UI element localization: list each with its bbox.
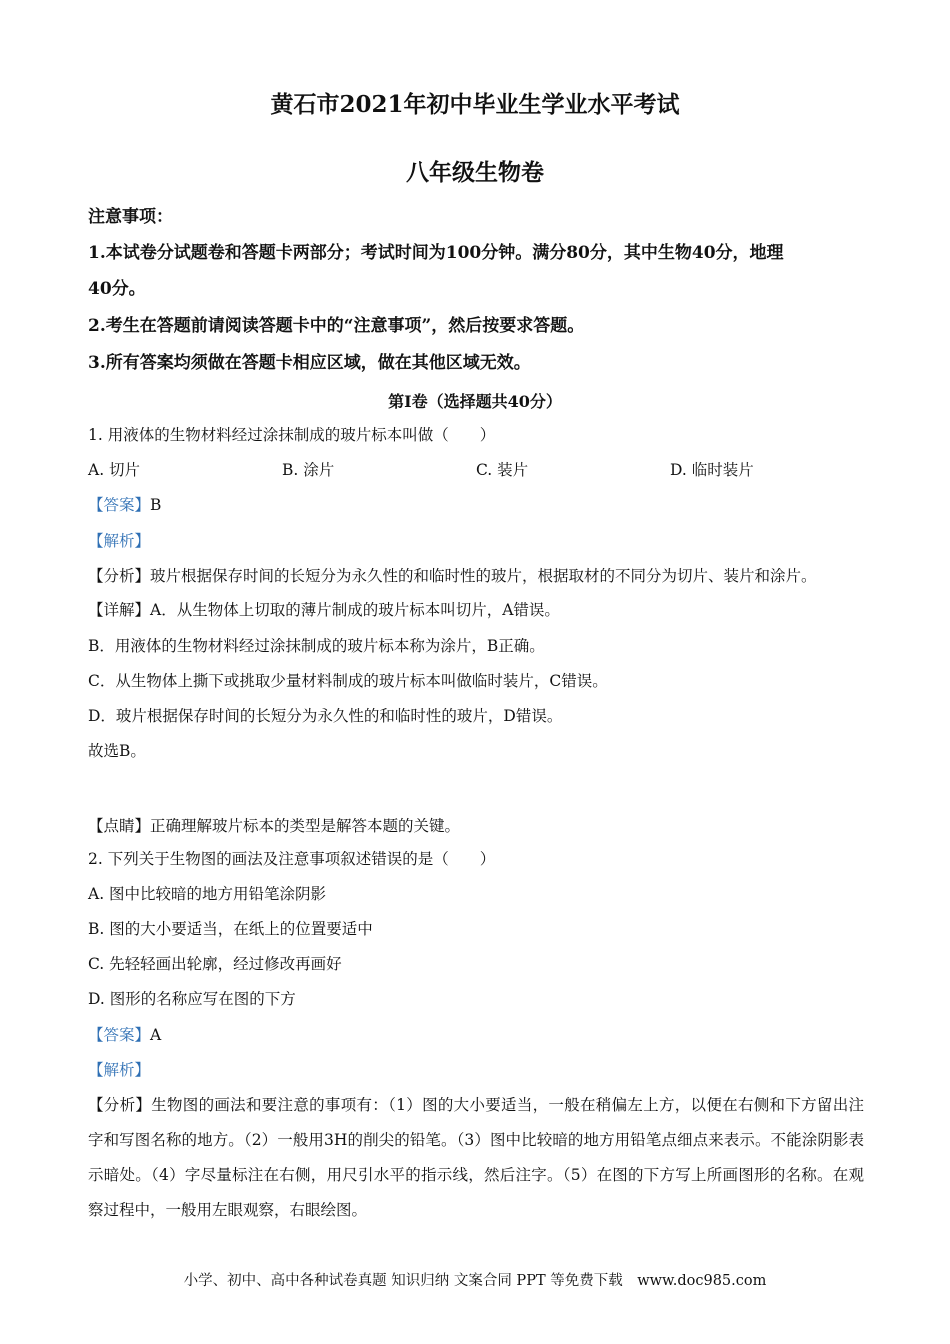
q2-option-d: D. 图形的名称应写在图的下方 bbox=[88, 990, 296, 1008]
q1-analysis-tag: 【解析】 bbox=[88, 532, 151, 550]
notice-heading: 注意事项： bbox=[88, 207, 173, 227]
notice-item-1-cont: 40分。 bbox=[88, 279, 146, 299]
q1-xiangjie bbox=[88, 600, 560, 620]
q1-option-a: A. 切片 bbox=[88, 461, 141, 479]
answer-value: B bbox=[150, 496, 162, 514]
answer-tag: 【答案】 bbox=[88, 1026, 151, 1044]
dianjing-text: 正确理解玻片标本的类型是解答本题的关键。 bbox=[150, 817, 461, 835]
q1-line-c: C．从生物体上撕下或挑取少量材料制成的玻片标本叫做临时装片，C错误。 bbox=[88, 672, 608, 690]
dianjing-tag: 【点睛】 bbox=[88, 817, 151, 835]
notice-item-3: 3.所有答案均须做在答题卡相应区域，做在其他区域无效。 bbox=[88, 353, 531, 373]
q1-line-d: D．玻片根据保存时间的长短分为永久性的和临时性的玻片，D错误。 bbox=[88, 707, 563, 725]
q1-answer bbox=[88, 495, 161, 515]
fenxi-text: 生物图的画法和要注意的事项有：（1）图的大小要适当，一般在稍偏左上方，以便在右侧和下方留出注字和写图名称的地方。（2）一般用3H的削尖的铅笔。（3）图中比较暗的地方用铅笔点细点来表示。不能涂阴影表示暗处。（4）字尽量标注在右侧，用尺引水平的指示线，然后注字。（5）在图的下方写上所画图形的名称。在观察过程中，一般用左眼观察，右眼绘图。 bbox=[88, 1096, 864, 1219]
q1-line-b: B．用液体的生物材料经过涂抹制成的玻片标本称为涂片，B正确。 bbox=[88, 637, 545, 655]
q1-fenxi bbox=[88, 566, 817, 586]
fenxi-tag: 【分析】 bbox=[88, 1096, 152, 1114]
answer-tag: 【答案】 bbox=[88, 496, 151, 514]
exam-title: 黄石市2021年初中毕业生学业水平考试 bbox=[270, 91, 680, 118]
section-title: 第I卷（选择题共40分） bbox=[388, 392, 562, 411]
q2-stem: 2. 下列关于生物图的画法及注意事项叙述错误的是（ ） bbox=[88, 850, 496, 868]
q1-choose: 故选B。 bbox=[88, 742, 146, 760]
fenxi-tag: 【分析】 bbox=[88, 567, 151, 585]
fenxi-text: 玻片根据保存时间的长短分为永久性的和临时性的玻片，根据取材的不同分为切片、装片和涂片。 bbox=[150, 567, 817, 585]
xiangjie-tag: 【详解】 bbox=[88, 601, 151, 619]
q1-option-b: B. 涂片 bbox=[282, 461, 335, 479]
q2-option-b: B. 图的大小要适当，在纸上的位置要适中 bbox=[88, 920, 373, 938]
q2-fenxi bbox=[88, 1088, 864, 1228]
q1-stem: 1. 用液体的生物材料经过涂抹制成的玻片标本叫做（ ） bbox=[88, 426, 496, 444]
exam-subtitle: 八年级生物卷 bbox=[406, 159, 544, 186]
q2-option-a: A. 图中比较暗的地方用铅笔涂阴影 bbox=[88, 885, 327, 903]
q2-option-c: C. 先轻轻画出轮廓，经过修改再画好 bbox=[88, 955, 342, 973]
q1-option-d: D. 临时装片 bbox=[670, 461, 754, 479]
notice-item-1: 1.本试卷分试题卷和答题卡两部分；考试时间为100分钟。满分80分，其中生物40分，地理 bbox=[88, 243, 784, 263]
q2-answer bbox=[88, 1025, 161, 1045]
notice-item-2: 2.考生在答题前请阅读答题卡中的“注意事项”，然后按要求答题。 bbox=[88, 316, 585, 336]
q1-option-c: C. 装片 bbox=[476, 461, 529, 479]
xiangjie-text: A．从生物体上切取的薄片制成的玻片标本叫切片，A错误。 bbox=[150, 601, 560, 619]
page-footer: 小学、初中、高中各种试卷真题 知识归纳 文案合同 PPT 等免费下载 www.doc985.com bbox=[183, 1273, 767, 1289]
q1-dianjing bbox=[88, 816, 460, 836]
answer-value: A bbox=[150, 1026, 162, 1044]
q2-analysis-tag: 【解析】 bbox=[88, 1061, 151, 1079]
